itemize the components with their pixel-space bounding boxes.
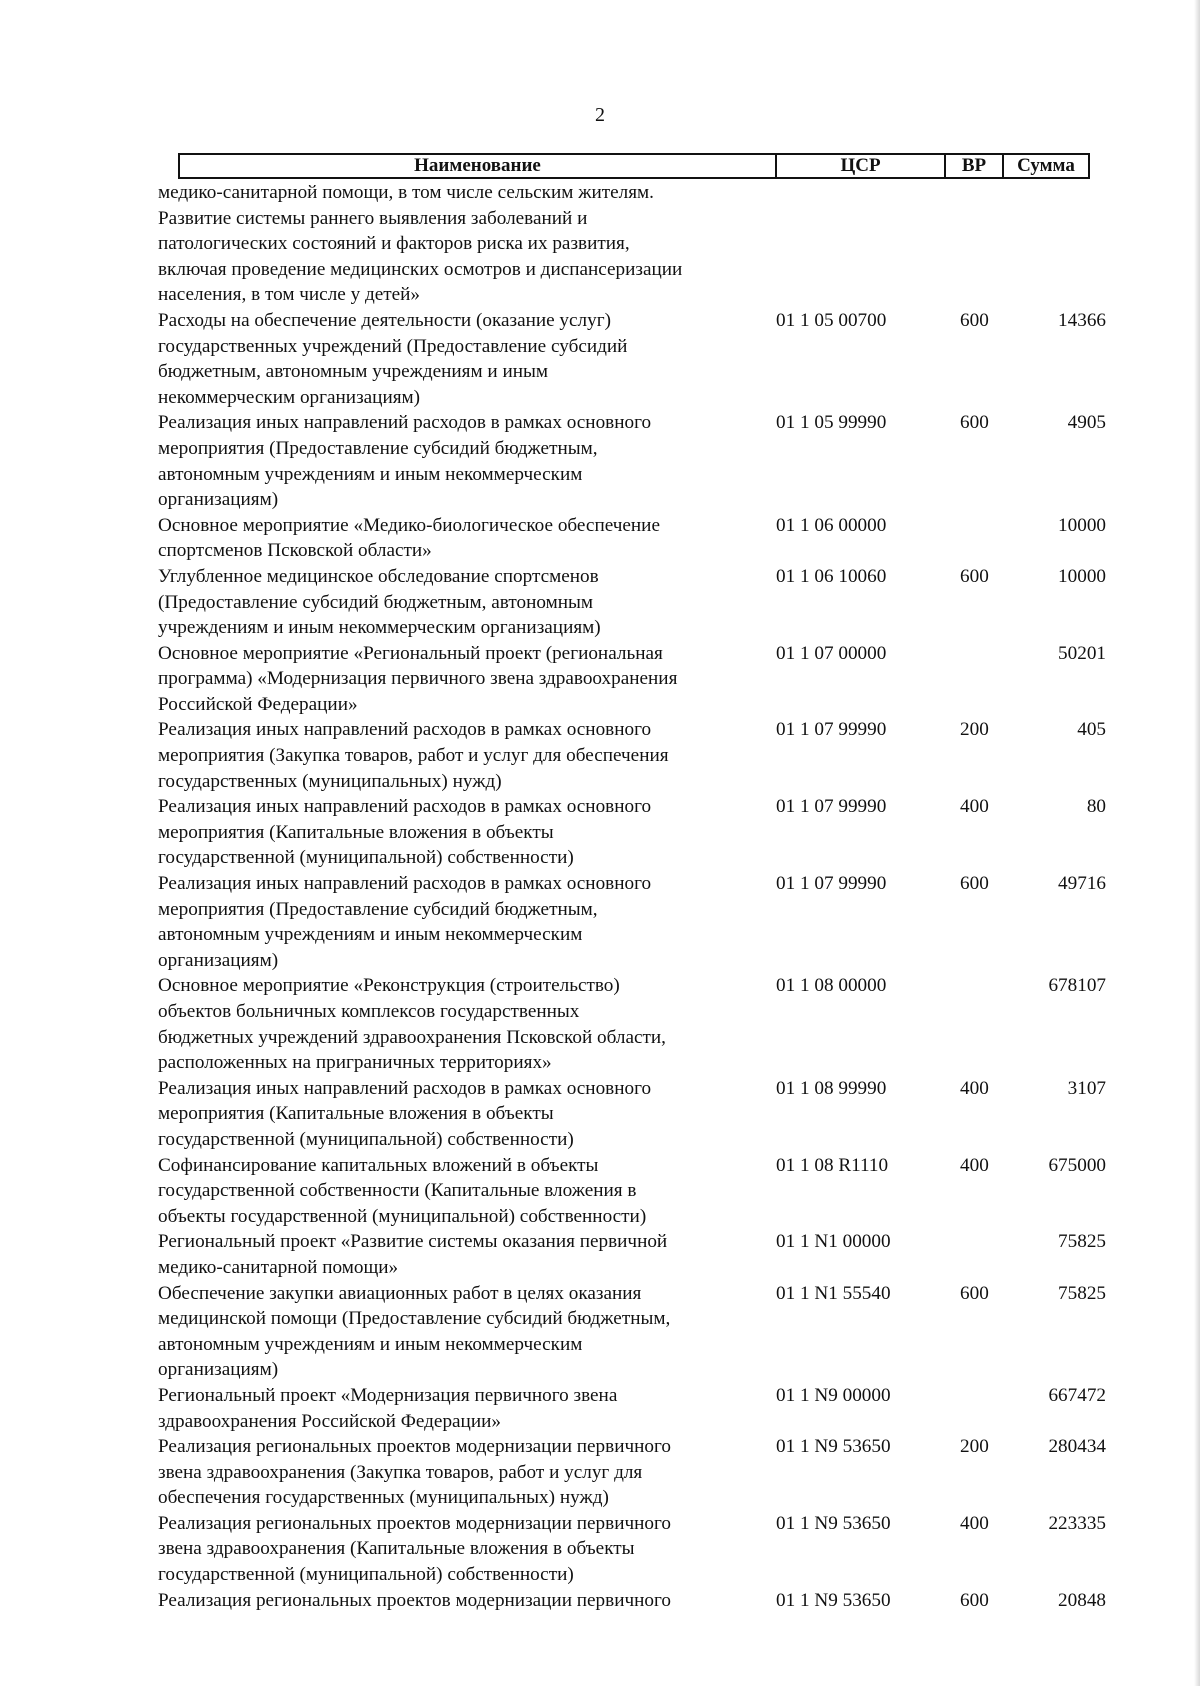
row-sum-cell: 675000 xyxy=(1048,1154,1106,1176)
table-row xyxy=(158,1383,1118,1434)
row-vr-cell: 600 xyxy=(960,873,989,895)
row-sum-cell: 20848 xyxy=(1058,1589,1106,1611)
row-csr-cell: 01 1 06 10060 xyxy=(776,565,887,587)
table-header xyxy=(178,153,1090,179)
row-csr-cell: 01 1 07 99990 xyxy=(776,796,887,818)
row-vr-cell: 600 xyxy=(960,1282,989,1304)
row-name-cell: Региональный проект «Модернизация первичного звена здравоохранения Российской Федерации» xyxy=(158,1384,618,1432)
table-row xyxy=(158,871,1118,973)
row-csr-cell: 01 1 N9 53650 xyxy=(776,1512,891,1534)
row-name-cell: Реализация иных направлений расходов в рамках основного мероприятия (Капитальные вложения в объекты государственной (муниципальной) собственности) xyxy=(158,1077,652,1150)
page-number: 2 xyxy=(595,104,605,126)
table-row xyxy=(158,794,1118,871)
row-sum-cell: 75825 xyxy=(1058,1282,1106,1304)
row-csr-cell: 01 1 N9 53650 xyxy=(776,1436,891,1458)
row-sum-cell: 10000 xyxy=(1058,565,1106,587)
table-row xyxy=(158,641,1118,718)
row-name-cell: Обеспечение закупки авиационных работ в целях оказания медицинской помощи (Предоставление субсидий бюджетным, автономным учреждениям и иным некоммерческим организациям) xyxy=(158,1282,671,1381)
table-row xyxy=(158,973,1118,1075)
row-name-cell: Софинансирование капитальных вложений в объекты государственной собственности (Капитальные вложения в объекты государственной (муниципальной) собственности) xyxy=(158,1154,647,1227)
row-csr-cell: 01 1 07 99990 xyxy=(776,719,887,741)
row-vr-cell: 400 xyxy=(960,796,989,818)
row-name-cell: Основное мероприятие «Региональный проект (региональная программа) «Модернизация первичного звена здравоохранения Российской Федерации» xyxy=(158,642,678,715)
table-row xyxy=(158,1281,1118,1383)
row-csr-cell: 01 1 07 99990 xyxy=(776,873,887,895)
row-vr-cell: 600 xyxy=(960,1589,989,1611)
row-csr-cell: 01 1 06 00000 xyxy=(776,514,887,536)
row-csr-cell: 01 1 08 R1110 xyxy=(776,1154,889,1176)
table-row xyxy=(158,564,1118,641)
row-name-cell: медико-санитарной помощи, в том числе сельским жителям. Развитие системы раннего выявления заболеваний и патологических состояний и факторов риска их развития, включая проведение медицинских осмотров и диспансеризации населения, в том числе у детей» xyxy=(158,182,683,306)
table-row xyxy=(158,1229,1118,1280)
row-vr-cell: 400 xyxy=(960,1077,989,1099)
row-csr-cell: 01 1 08 99990 xyxy=(776,1077,887,1099)
row-sum-cell: 49716 xyxy=(1058,873,1106,895)
column-header-name: Наименование xyxy=(180,155,777,177)
table-row xyxy=(158,1588,1118,1614)
column-header-sum: Сумма xyxy=(1017,155,1075,176)
row-name-cell: Реализация иных направлений расходов в рамках основного мероприятия (Капитальные вложения в объекты государственной (муниципальной) собственности) xyxy=(158,796,652,869)
row-name-cell: Расходы на обеспечение деятельности (оказание услуг) государственных учреждений (Предоставление субсидий бюджетным, автономным учреждениям и иным некоммерческим организациям) xyxy=(158,309,628,408)
row-vr-cell: 400 xyxy=(960,1512,989,1534)
row-name-cell: Реализация иных направлений расходов в рамках основного мероприятия (Предоставление субсидий бюджетным, автономным учреждениям и иным некоммерческим организациям) xyxy=(158,412,652,511)
table-row xyxy=(158,180,1118,308)
table-row xyxy=(158,410,1118,512)
row-sum-cell: 667472 xyxy=(1048,1384,1106,1406)
row-vr-cell: 400 xyxy=(960,1154,989,1176)
table-row xyxy=(158,1153,1118,1230)
row-name-cell: Основное мероприятие «Медико-биологическое обеспечение спортсменов Псковской области» xyxy=(158,514,660,562)
column-header-csr: ЦСР xyxy=(777,155,946,177)
row-vr-cell: 200 xyxy=(960,1436,989,1458)
row-sum-cell: 80 xyxy=(1086,796,1106,818)
row-name-cell: Реализация иных направлений расходов в рамках основного мероприятия (Закупка товаров, работ и услуг для обеспечения государственных (муниципальных) нужд) xyxy=(158,719,669,792)
table-row xyxy=(158,513,1118,564)
row-name-cell: Реализация иных направлений расходов в рамках основного мероприятия (Предоставление субсидий бюджетным, автономным учреждениям и иным некоммерческим организациям) xyxy=(158,873,652,971)
row-vr-cell: 200 xyxy=(960,719,989,741)
scan-edge xyxy=(1194,0,1200,1686)
row-vr-cell: 600 xyxy=(960,412,989,434)
row-name-cell: Реализация региональных проектов модернизации первичного звена здравоохранения (Закупка товаров, работ и услуг для обеспечения государственных (муниципальных) нужд) xyxy=(158,1436,671,1509)
row-csr-cell: 01 1 08 00000 xyxy=(776,975,887,997)
row-name-cell: Основное мероприятие «Реконструкция (строительство) объектов больничных комплексов государственных бюджетных учреждений здравоохранения Псковской области, расположенных на приграничных территориях» xyxy=(158,975,666,1074)
row-name-cell: Углубленное медицинское обследование спортсменов (Предоставление субсидий бюджетным, автономным учреждениям и иным некоммерческим организациям) xyxy=(158,565,601,639)
row-csr-cell: 01 1 05 99990 xyxy=(776,412,887,434)
row-sum-cell: 405 xyxy=(1077,719,1106,741)
row-name-cell: Региональный проект «Развитие системы оказания первичной медико-санитарной помощи» xyxy=(158,1231,668,1278)
row-sum-cell: 10000 xyxy=(1058,514,1106,536)
table-body xyxy=(158,180,1118,1613)
row-csr-cell: 01 1 N9 53650 xyxy=(776,1589,891,1611)
row-sum-cell: 75825 xyxy=(1058,1231,1106,1253)
row-csr-cell: 01 1 N9 00000 xyxy=(776,1384,891,1406)
row-csr-cell: 01 1 N1 55540 xyxy=(776,1282,891,1304)
row-sum-cell: 50201 xyxy=(1058,642,1106,664)
table-row xyxy=(158,308,1118,410)
row-vr-cell: 600 xyxy=(960,565,989,587)
row-sum-cell: 3107 xyxy=(1067,1077,1106,1099)
row-sum-cell: 223335 xyxy=(1048,1512,1106,1534)
row-vr-cell: 600 xyxy=(960,309,989,331)
table-row xyxy=(158,717,1118,794)
row-name-cell: Реализация региональных проектов модернизации первичного xyxy=(158,1589,671,1611)
row-sum-cell: 280434 xyxy=(1048,1436,1106,1458)
table-row xyxy=(158,1434,1118,1511)
row-sum-cell: 4905 xyxy=(1067,412,1106,434)
row-csr-cell: 01 1 N1 00000 xyxy=(776,1231,891,1253)
row-sum-cell: 14366 xyxy=(1058,309,1106,331)
row-sum-cell: 678107 xyxy=(1048,975,1106,997)
row-name-cell: Реализация региональных проектов модернизации первичного звена здравоохранения (Капитальные вложения в объекты государственной (муниципальной) собственности) xyxy=(158,1512,671,1586)
row-csr-cell: 01 1 07 00000 xyxy=(776,642,887,664)
row-csr-cell: 01 1 05 00700 xyxy=(776,309,887,331)
table-row xyxy=(158,1511,1118,1588)
column-header-vr: ВР xyxy=(946,155,1004,177)
table-row xyxy=(158,1076,1118,1153)
